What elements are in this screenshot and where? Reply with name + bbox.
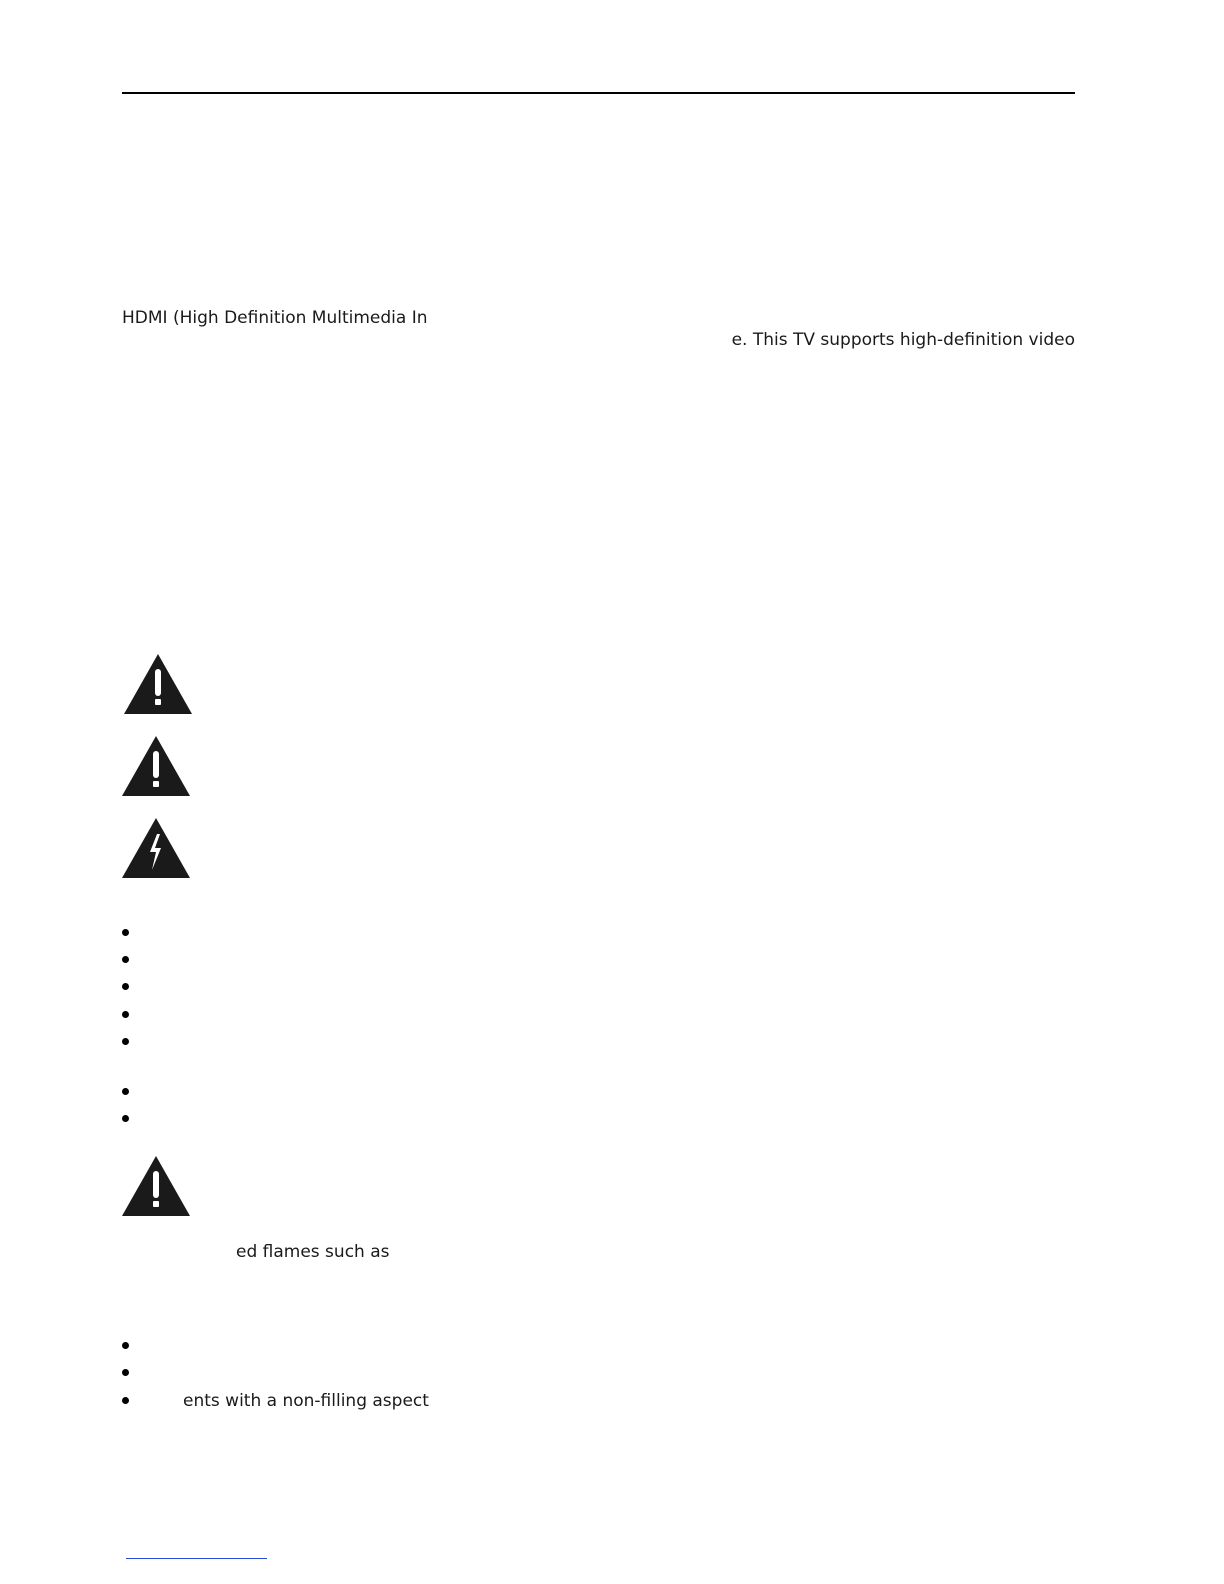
list-bullet xyxy=(122,1011,129,1018)
header-divider xyxy=(122,92,1075,94)
list-bullet xyxy=(122,983,129,990)
list-bullet xyxy=(122,956,129,963)
list-bullet xyxy=(122,929,129,936)
electric-shock-warning-icon xyxy=(121,817,191,879)
warning-exclamation-icon xyxy=(121,735,191,797)
link-underline[interactable] xyxy=(126,1558,267,1559)
warning-exclamation-icon xyxy=(123,653,193,715)
aspect-text-fragment: ents with a non-filling aspect xyxy=(183,1391,429,1411)
list-bullet xyxy=(122,1115,129,1122)
list-bullet xyxy=(122,1397,129,1404)
list-bullet xyxy=(122,1088,129,1095)
warning-exclamation-icon xyxy=(121,1155,191,1217)
list-bullet xyxy=(122,1369,129,1376)
flames-text-fragment: ed flames such as xyxy=(236,1242,390,1262)
list-bullet xyxy=(122,1342,129,1349)
list-bullet xyxy=(122,1038,129,1045)
hdmi-text-line-1: HDMI (High Definition Multimedia In xyxy=(122,308,428,328)
hdmi-text-line-2: e. This TV supports high-definition video xyxy=(731,330,1075,350)
